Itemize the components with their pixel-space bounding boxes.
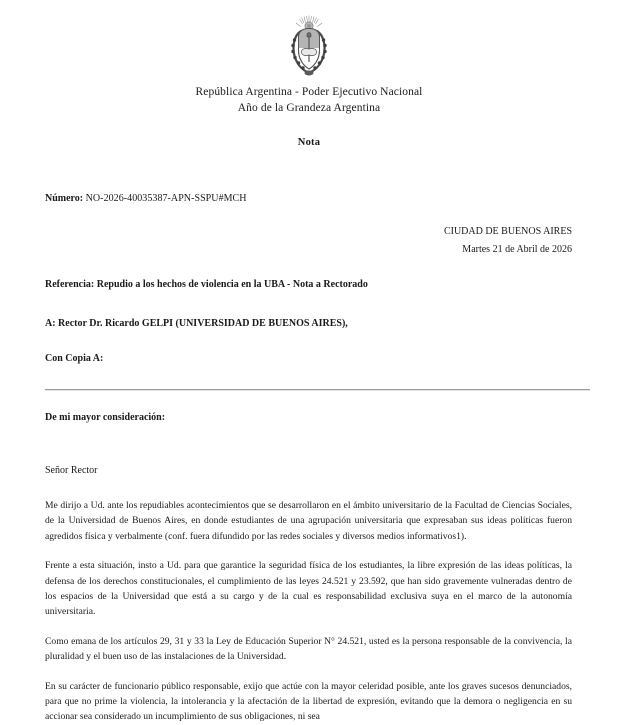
organization-line-1: República Argentina - Poder Ejecutivo Nacional: [195, 86, 423, 98]
body-paragraph: Como emana de los artículos 29, 31 y 33 la Ley de Educación Superior N° 24.521, usted es la persona responsable de la convivencia, la pluralidad y el buen uso de las instalaciones de la Universidad.: [45, 635, 572, 663]
body-paragraph: Frente a esta situación, insto a Ud. para que garantice la seguridad física de los estudiantes, la libre expresión de las ideas políticas, la defensa de los derechos constitucionales, el cumplimiento de las leyes 24.521 y 23.592, que han sido gravemente vulneradas dentro de los espacios de la Universidad que está a su cargo y de la cual es responsabilidad exclusiva suya en el marco de la autonomía universitaria.: [45, 560, 572, 618]
section-divider: [45, 389, 590, 391]
organization-line-2: Año de la Grandeza Argentina: [237, 102, 381, 114]
document-type-title: Nota: [297, 137, 321, 148]
addressee-row: A: Rector Dr. Ricardo GELPI (UNIVERSIDAD DE BUENOS AIRES),: [45, 318, 348, 329]
copy-to-row: Con Copia A:: [45, 353, 104, 364]
numero-value: NO-2026-40035387-APN-SSPU#MCH: [85, 193, 247, 204]
numero-row: [45, 192, 572, 206]
referencia-row: [45, 278, 572, 292]
body-paragraph: Me dirijo a Ud. ante los repudiables acontecimientos que se desarrollaron en el ámbito universitario de la Facultad de Ciencias Sociales, de la Universidad de Buenos Aires, en donde estudiantes de una agrupación universitaria que expresaban sus ideas políticas fueron agredidos física y verbalmente (conf. fuera difundido por las redes sociales y diversos medios informativos1).: [45, 500, 572, 542]
salutation-text: Señor Rector: [45, 465, 98, 476]
crest-container: [28, 0, 590, 80]
argentina-coat-of-arms-icon: [286, 14, 332, 80]
body-paragraph: En su carácter de funcionario público responsable, exijo que actúe con la mayor celeridad posible, ante los graves sucesos denunciados, para que no prime la violencia, la intolerancia y la afectación de la libertad de expresión, evitando que la demora o negligencia en su accionar sea considerado un incumplimiento de sus obligaciones, ni sea: [45, 680, 572, 723]
place-date-block: [45, 223, 572, 259]
city-text: CIUDAD DE BUENOS AIRES: [443, 226, 572, 237]
referencia-value: Repudio a los hechos de violencia en la UBA - Nota a Rectorado: [96, 279, 368, 290]
document-body: [28, 192, 590, 725]
referencia-label: Referencia:: [45, 279, 95, 290]
greeting-text: De mi mayor consideración:: [45, 412, 166, 423]
organization-header: [28, 84, 590, 116]
letter-body: [45, 464, 572, 725]
numero-label: Número:: [45, 193, 84, 204]
date-text: Martes 21 de Abril de 2026: [462, 244, 572, 255]
